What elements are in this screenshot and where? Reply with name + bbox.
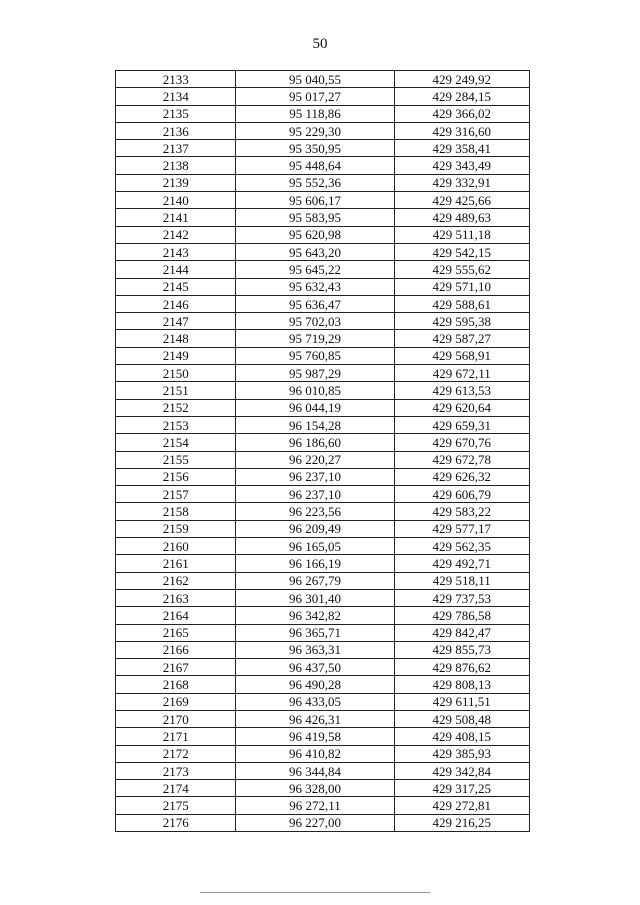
table-row [116, 607, 530, 624]
x-coordinate-cell: 95 229,30 [236, 122, 394, 139]
x-coordinate-cell: 96 209,49 [236, 520, 394, 537]
y-coordinate-cell: 429 672,78 [394, 451, 529, 468]
x-coordinate-cell: 96 410,82 [236, 745, 394, 762]
point-number-cell: 2147 [116, 313, 236, 330]
point-number-cell: 2134 [116, 88, 236, 105]
y-coordinate-cell: 429 542,15 [394, 243, 529, 260]
table-row [116, 814, 530, 831]
y-coordinate-cell: 429 385,93 [394, 745, 529, 762]
y-coordinate-cell: 429 855,73 [394, 641, 529, 658]
table-row [116, 710, 530, 727]
x-coordinate-cell: 96 165,05 [236, 538, 394, 555]
table-row [116, 278, 530, 295]
point-number-cell: 2173 [116, 762, 236, 779]
point-number-cell: 2166 [116, 641, 236, 658]
table-row [116, 140, 530, 157]
x-coordinate-cell: 96 010,85 [236, 382, 394, 399]
y-coordinate-cell: 429 583,22 [394, 503, 529, 520]
x-coordinate-cell: 96 342,82 [236, 607, 394, 624]
point-number-cell: 2153 [116, 416, 236, 433]
point-number-cell: 2137 [116, 140, 236, 157]
y-coordinate-cell: 429 317,25 [394, 780, 529, 797]
x-coordinate-cell: 96 363,31 [236, 641, 394, 658]
x-coordinate-cell: 96 237,10 [236, 468, 394, 485]
x-coordinate-cell: 96 267,79 [236, 572, 394, 589]
x-coordinate-cell: 95 118,86 [236, 105, 394, 122]
y-coordinate-cell: 429 876,62 [394, 659, 529, 676]
point-number-cell: 2159 [116, 520, 236, 537]
table-row [116, 295, 530, 312]
point-number-cell: 2149 [116, 347, 236, 364]
y-coordinate-cell: 429 408,15 [394, 728, 529, 745]
page-number: 50 [312, 36, 328, 52]
table-row [116, 451, 530, 468]
table-row [116, 226, 530, 243]
y-coordinate-cell: 429 366,02 [394, 105, 529, 122]
table-row [116, 416, 530, 433]
table-row [116, 659, 530, 676]
table-row [116, 157, 530, 174]
x-coordinate-cell: 96 365,71 [236, 624, 394, 641]
point-number-cell: 2142 [116, 226, 236, 243]
y-coordinate-cell: 429 613,53 [394, 382, 529, 399]
table-row [116, 555, 530, 572]
table-row [116, 261, 530, 278]
y-coordinate-cell: 429 611,51 [394, 693, 529, 710]
point-number-cell: 2133 [116, 71, 236, 88]
point-number-cell: 2161 [116, 555, 236, 572]
table-row [116, 434, 530, 451]
y-coordinate-cell: 429 489,63 [394, 209, 529, 226]
table-row [116, 347, 530, 364]
x-coordinate-cell: 96 220,27 [236, 451, 394, 468]
point-number-cell: 2151 [116, 382, 236, 399]
table-row [116, 780, 530, 797]
y-coordinate-cell: 429 606,79 [394, 486, 529, 503]
x-coordinate-cell: 96 154,28 [236, 416, 394, 433]
y-coordinate-cell: 429 620,64 [394, 399, 529, 416]
point-number-cell: 2157 [116, 486, 236, 503]
table-row [116, 624, 530, 641]
table-row [116, 520, 530, 537]
point-number-cell: 2172 [116, 745, 236, 762]
y-coordinate-cell: 429 511,18 [394, 226, 529, 243]
table-row [116, 745, 530, 762]
x-coordinate-cell: 95 636,47 [236, 295, 394, 312]
point-number-cell: 2164 [116, 607, 236, 624]
table-row [116, 122, 530, 139]
table-row [116, 330, 530, 347]
y-coordinate-cell: 429 659,31 [394, 416, 529, 433]
y-coordinate-cell: 429 332,91 [394, 174, 529, 191]
point-number-cell: 2154 [116, 434, 236, 451]
table-row [116, 728, 530, 745]
point-number-cell: 2162 [116, 572, 236, 589]
x-coordinate-cell: 95 350,95 [236, 140, 394, 157]
x-coordinate-cell: 96 301,40 [236, 589, 394, 606]
table-row [116, 676, 530, 693]
x-coordinate-cell: 95 552,36 [236, 174, 394, 191]
point-number-cell: 2135 [116, 105, 236, 122]
table-row [116, 105, 530, 122]
table-row [116, 192, 530, 209]
table-row [116, 589, 530, 606]
x-coordinate-cell: 96 328,00 [236, 780, 394, 797]
x-coordinate-cell: 95 645,22 [236, 261, 394, 278]
point-number-cell: 2171 [116, 728, 236, 745]
x-coordinate-cell: 96 186,60 [236, 434, 394, 451]
y-coordinate-cell: 429 249,92 [394, 71, 529, 88]
y-coordinate-cell: 429 670,76 [394, 434, 529, 451]
table-row [116, 468, 530, 485]
table-row [116, 71, 530, 88]
point-number-cell: 2168 [116, 676, 236, 693]
x-coordinate-cell: 96 344,84 [236, 762, 394, 779]
x-coordinate-cell: 95 643,20 [236, 243, 394, 260]
x-coordinate-cell: 95 017,27 [236, 88, 394, 105]
table-row [116, 174, 530, 191]
x-coordinate-cell: 96 166,19 [236, 555, 394, 572]
table-row [116, 88, 530, 105]
y-coordinate-cell: 429 577,17 [394, 520, 529, 537]
y-coordinate-cell: 429 492,71 [394, 555, 529, 572]
table-row [116, 538, 530, 555]
x-coordinate-cell: 96 237,10 [236, 486, 394, 503]
point-number-cell: 2156 [116, 468, 236, 485]
point-number-cell: 2148 [116, 330, 236, 347]
point-number-cell: 2175 [116, 797, 236, 814]
x-coordinate-cell: 96 419,58 [236, 728, 394, 745]
x-coordinate-cell: 96 227,00 [236, 814, 394, 831]
y-coordinate-cell: 429 587,27 [394, 330, 529, 347]
x-coordinate-cell: 95 987,29 [236, 365, 394, 382]
table-row [116, 209, 530, 226]
point-number-cell: 2158 [116, 503, 236, 520]
y-coordinate-cell: 429 568,91 [394, 347, 529, 364]
x-coordinate-cell: 95 632,43 [236, 278, 394, 295]
table-row [116, 797, 530, 814]
point-number-cell: 2146 [116, 295, 236, 312]
x-coordinate-cell: 96 272,11 [236, 797, 394, 814]
y-coordinate-cell: 429 588,61 [394, 295, 529, 312]
point-number-cell: 2144 [116, 261, 236, 278]
y-coordinate-cell: 429 842,47 [394, 624, 529, 641]
table-row [116, 313, 530, 330]
y-coordinate-cell: 429 358,41 [394, 140, 529, 157]
x-coordinate-cell: 96 433,05 [236, 693, 394, 710]
point-number-cell: 2138 [116, 157, 236, 174]
y-coordinate-cell: 429 518,11 [394, 572, 529, 589]
y-coordinate-cell: 429 316,60 [394, 122, 529, 139]
x-coordinate-cell: 96 490,28 [236, 676, 394, 693]
point-number-cell: 2140 [116, 192, 236, 209]
table-row [116, 693, 530, 710]
point-number-cell: 2150 [116, 365, 236, 382]
x-coordinate-cell: 95 719,29 [236, 330, 394, 347]
table-row [116, 399, 530, 416]
y-coordinate-cell: 429 555,62 [394, 261, 529, 278]
table-row [116, 243, 530, 260]
y-coordinate-cell: 429 343,49 [394, 157, 529, 174]
y-coordinate-cell: 429 562,35 [394, 538, 529, 555]
y-coordinate-cell: 429 508,48 [394, 710, 529, 727]
table-row [116, 572, 530, 589]
table-row [116, 762, 530, 779]
x-coordinate-cell: 95 620,98 [236, 226, 394, 243]
x-coordinate-cell: 95 583,95 [236, 209, 394, 226]
point-number-cell: 2141 [116, 209, 236, 226]
point-number-cell: 2136 [116, 122, 236, 139]
point-number-cell: 2163 [116, 589, 236, 606]
bottom-divider [200, 892, 430, 893]
y-coordinate-cell: 429 808,13 [394, 676, 529, 693]
point-number-cell: 2155 [116, 451, 236, 468]
point-number-cell: 2145 [116, 278, 236, 295]
coordinates-table-body [116, 71, 530, 832]
y-coordinate-cell: 429 571,10 [394, 278, 529, 295]
point-number-cell: 2139 [116, 174, 236, 191]
point-number-cell: 2165 [116, 624, 236, 641]
x-coordinate-cell: 95 448,64 [236, 157, 394, 174]
point-number-cell: 2167 [116, 659, 236, 676]
y-coordinate-cell: 429 216,25 [394, 814, 529, 831]
x-coordinate-cell: 96 437,50 [236, 659, 394, 676]
x-coordinate-cell: 96 044,19 [236, 399, 394, 416]
x-coordinate-cell: 95 606,17 [236, 192, 394, 209]
point-number-cell: 2176 [116, 814, 236, 831]
point-number-cell: 2174 [116, 780, 236, 797]
x-coordinate-cell: 96 223,56 [236, 503, 394, 520]
y-coordinate-cell: 429 626,32 [394, 468, 529, 485]
table-row [116, 486, 530, 503]
y-coordinate-cell: 429 425,66 [394, 192, 529, 209]
coordinates-table [115, 70, 530, 832]
table-row [116, 503, 530, 520]
point-number-cell: 2143 [116, 243, 236, 260]
point-number-cell: 2170 [116, 710, 236, 727]
point-number-cell: 2152 [116, 399, 236, 416]
x-coordinate-cell: 95 040,55 [236, 71, 394, 88]
point-number-cell: 2169 [116, 693, 236, 710]
y-coordinate-cell: 429 284,15 [394, 88, 529, 105]
y-coordinate-cell: 429 342,84 [394, 762, 529, 779]
table-row [116, 382, 530, 399]
y-coordinate-cell: 429 672,11 [394, 365, 529, 382]
x-coordinate-cell: 95 760,85 [236, 347, 394, 364]
x-coordinate-cell: 95 702,03 [236, 313, 394, 330]
y-coordinate-cell: 429 595,38 [394, 313, 529, 330]
y-coordinate-cell: 429 737,53 [394, 589, 529, 606]
x-coordinate-cell: 96 426,31 [236, 710, 394, 727]
y-coordinate-cell: 429 786,58 [394, 607, 529, 624]
y-coordinate-cell: 429 272,81 [394, 797, 529, 814]
table-row [116, 641, 530, 658]
point-number-cell: 2160 [116, 538, 236, 555]
table-row [116, 365, 530, 382]
